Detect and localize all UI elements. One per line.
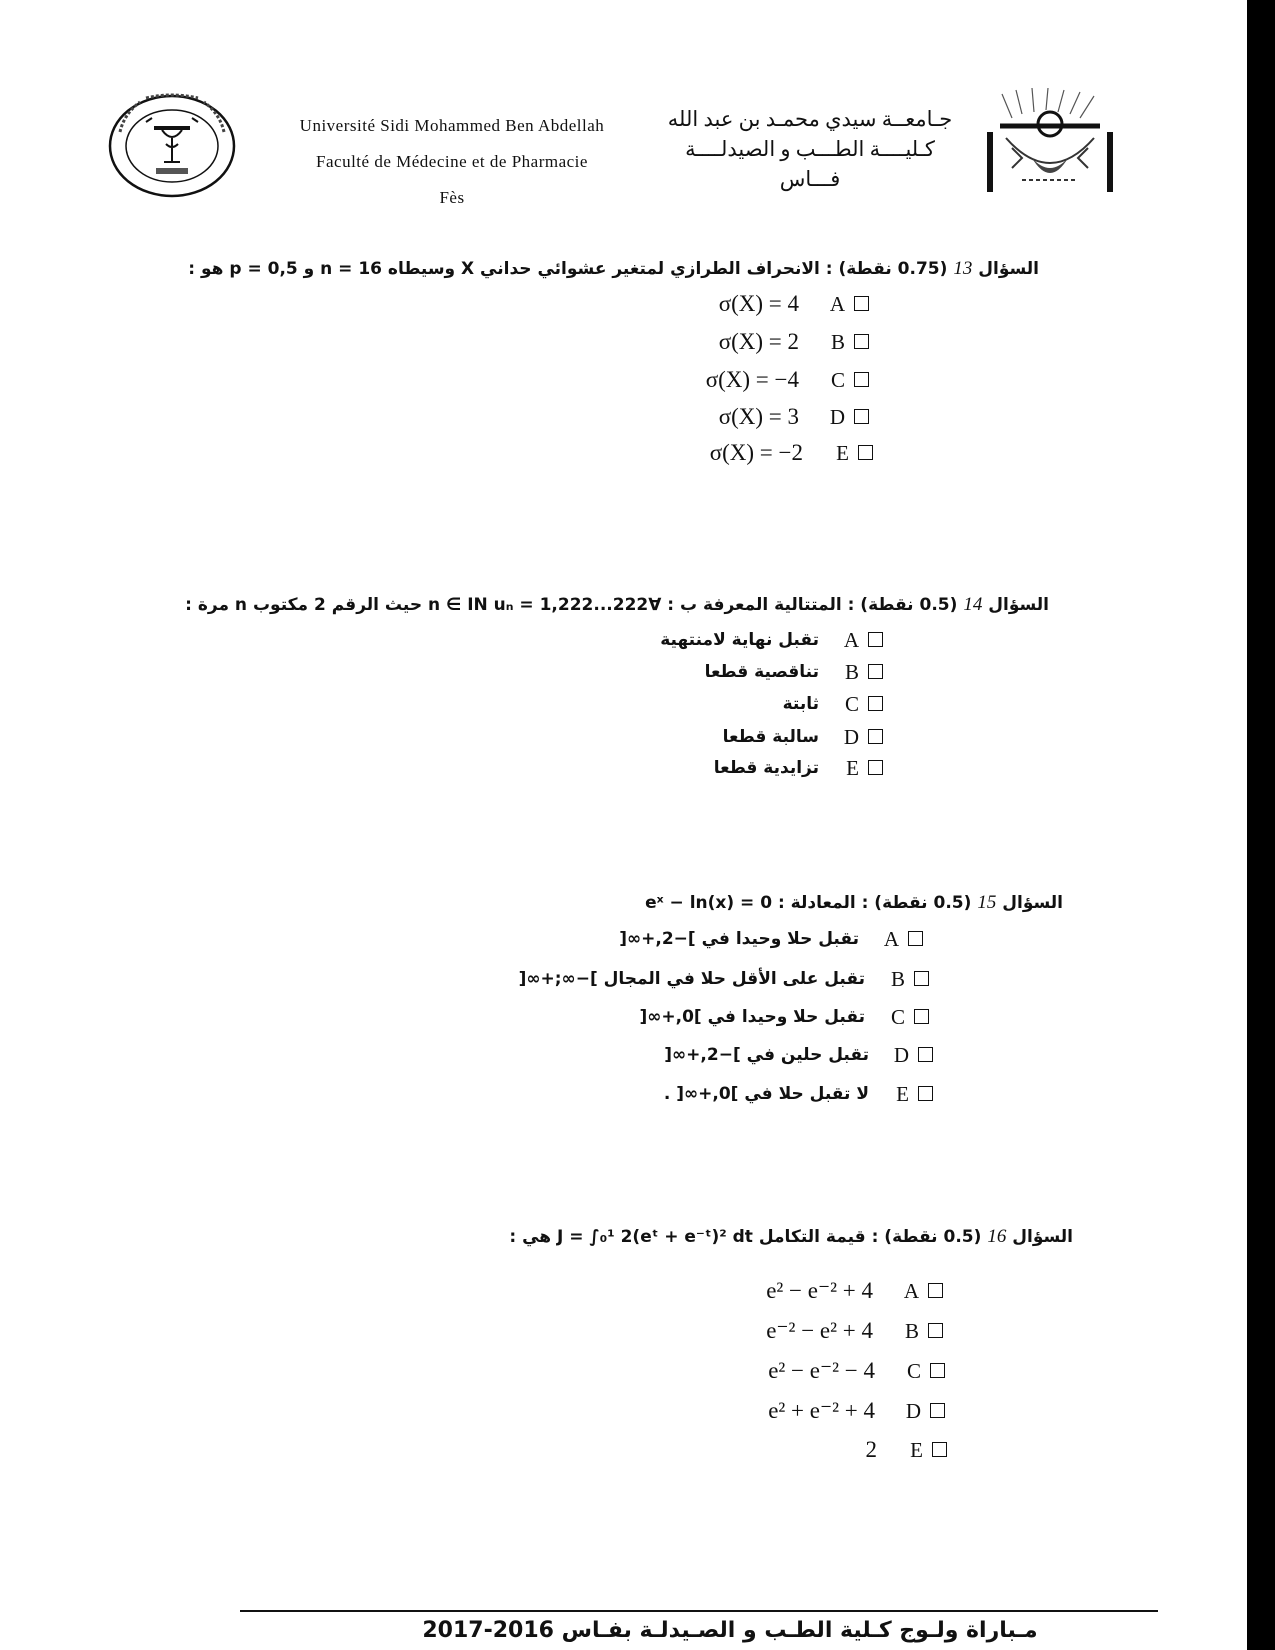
q15-option-d[interactable] <box>513 1040 933 1070</box>
q16-option-c-checkbox[interactable] <box>930 1363 945 1378</box>
q15-option-e-text: لا تقبل حلا في ]0,+∞[ . <box>663 1084 869 1104</box>
q14-option-e-checkbox[interactable] <box>868 760 883 775</box>
q15-option-c-letter: C <box>890 1005 905 1029</box>
q13-option-b[interactable] <box>609 327 869 357</box>
q15-option-c-text: تقبل حلا وحيدا في ]0,+∞[ <box>639 1007 865 1027</box>
q13-option-b-letter: B <box>830 330 845 354</box>
q13-option-d-text: σ(X) = 3 <box>718 404 799 429</box>
q13-option-e-checkbox[interactable] <box>858 445 873 460</box>
q14-option-c-letter: C <box>844 692 859 716</box>
q14-option-d-checkbox[interactable] <box>868 729 883 744</box>
city-name-ar: فـــاس <box>779 167 841 191</box>
q14-option-a[interactable] <box>583 625 883 655</box>
q14-option-a-checkbox[interactable] <box>868 632 883 647</box>
q13-option-a[interactable] <box>609 289 869 319</box>
faculty-seal-logo <box>106 92 238 200</box>
q13-option-e-text: σ(X) = −2 <box>709 440 803 465</box>
question-13-number: 13 <box>953 258 973 279</box>
q14-option-a-letter: A <box>843 628 859 652</box>
question-13-label: السؤال <box>978 259 1039 279</box>
q13-option-c[interactable] <box>609 365 869 395</box>
q13-option-b-text: σ(X) = 2 <box>718 329 799 354</box>
question-14-label: السؤال <box>988 595 1049 615</box>
q13-option-a-letter: A <box>829 292 845 316</box>
q13-option-c-checkbox[interactable] <box>854 372 869 387</box>
q15-option-a[interactable] <box>503 924 923 954</box>
q16-option-d-letter: D <box>905 1399 921 1423</box>
q15-option-c[interactable] <box>509 1002 929 1032</box>
q15-option-b[interactable] <box>489 964 929 994</box>
q15-option-e[interactable] <box>513 1079 933 1109</box>
q16-option-b-checkbox[interactable] <box>928 1323 943 1338</box>
scan-edge <box>1247 0 1275 1650</box>
q16-option-e-checkbox[interactable] <box>932 1442 947 1457</box>
q16-option-c[interactable] <box>645 1356 945 1386</box>
question-13-stem <box>188 258 1039 280</box>
question-14-text: المتتالية المعرفة ب : ∀n ∈ IN uₙ = 1,222...222 حيث الرقم 2 مكتوب n مرة : <box>185 595 842 615</box>
question-13-text: الانحراف الطرازي لمتغير عشوائي حداني X وسيطاه n = 16 و p = 0,5 هو : <box>188 259 820 279</box>
q16-option-a-letter: A <box>903 1279 919 1303</box>
q13-option-e[interactable] <box>613 438 873 468</box>
q15-option-d-letter: D <box>893 1043 909 1067</box>
q16-option-c-letter: C <box>906 1359 921 1383</box>
q15-option-b-letter: B <box>890 967 905 991</box>
q16-option-d-checkbox[interactable] <box>930 1403 945 1418</box>
q15-option-c-checkbox[interactable] <box>914 1009 929 1024</box>
q15-option-e-letter: E <box>896 1082 909 1106</box>
q13-option-e-letter: E <box>836 441 849 465</box>
q15-option-a-letter: A <box>883 927 899 951</box>
faculty-name-fr: Faculté de Médecine et de Pharmacie <box>316 152 588 171</box>
q15-option-a-checkbox[interactable] <box>908 931 923 946</box>
q16-option-e-text: 2 <box>865 1437 877 1462</box>
city-name-fr: Fès <box>439 188 465 207</box>
q16-option-b[interactable] <box>643 1316 943 1346</box>
question-16-stem <box>509 1226 1073 1248</box>
q14-option-e-text: تزايدية قطعا <box>713 758 819 778</box>
question-15-label: السؤال <box>1002 893 1063 913</box>
question-14-points: (0.5 نقطة) : <box>847 595 958 615</box>
q14-option-b-letter: B <box>844 660 859 684</box>
q13-option-a-text: σ(X) = 4 <box>718 291 799 316</box>
q15-option-d-text: تقبل حلين في ]−2,+∞[ <box>664 1045 869 1065</box>
q14-option-d[interactable] <box>583 722 883 752</box>
question-13-points: (0.75 نقطة) : <box>825 259 948 279</box>
q14-option-c[interactable] <box>583 689 883 719</box>
q14-option-b[interactable] <box>583 657 883 687</box>
q16-option-c-text: e² − e⁻² − 4 <box>768 1358 875 1383</box>
exam-footer-title: مـباراة ولـوج كـلية الطـب و الصـيدلـة بفـاس 2016-2017 <box>422 1618 1038 1643</box>
q14-option-b-checkbox[interactable] <box>868 664 883 679</box>
question-15-stem <box>645 892 1063 914</box>
faculty-name-ar: كـليــــة الطـــب و الصيدلــــة <box>685 137 935 161</box>
q16-option-e-letter: E <box>910 1438 923 1462</box>
footer-divider <box>240 1610 1158 1612</box>
q16-option-b-letter: B <box>904 1319 919 1343</box>
q14-option-c-checkbox[interactable] <box>868 696 883 711</box>
question-16-label: السؤال <box>1012 1227 1073 1247</box>
question-16-points: (0.5 نقطة) : <box>871 1227 982 1247</box>
q13-option-c-text: σ(X) = −4 <box>705 367 799 392</box>
question-15-text: المعادلة : eˣ − ln(x) = 0 <box>645 893 856 913</box>
q13-option-b-checkbox[interactable] <box>854 334 869 349</box>
q13-option-c-letter: C <box>830 368 845 392</box>
q13-option-d[interactable] <box>609 402 869 432</box>
q16-option-a[interactable] <box>643 1276 943 1306</box>
q15-option-b-checkbox[interactable] <box>914 971 929 986</box>
question-14-number: 14 <box>963 594 983 615</box>
q15-option-d-checkbox[interactable] <box>918 1047 933 1062</box>
q14-option-e[interactable] <box>583 753 883 783</box>
university-name-fr: Université Sidi Mohammed Ben Abdellah <box>299 116 605 135</box>
q13-option-a-checkbox[interactable] <box>854 296 869 311</box>
q16-option-d[interactable] <box>645 1396 945 1426</box>
q16-option-a-checkbox[interactable] <box>928 1283 943 1298</box>
q13-option-d-letter: D <box>829 405 845 429</box>
french-header <box>262 108 642 216</box>
q14-option-b-text: تناقصية قطعا <box>704 662 819 682</box>
q16-option-a-text: e² − e⁻² + 4 <box>766 1278 873 1303</box>
arabic-header <box>660 104 960 194</box>
q16-option-b-text: e⁻² − e² + 4 <box>766 1318 873 1343</box>
q14-option-d-text: سالبة قطعا <box>722 727 819 747</box>
question-15-points: (0.5 نقطة) : <box>861 893 972 913</box>
question-15-number: 15 <box>977 892 997 913</box>
q15-option-a-text: تقبل حلا وحيدا في ]−2,+∞[ <box>619 929 859 949</box>
q13-option-d-checkbox[interactable] <box>854 409 869 424</box>
q16-option-e[interactable] <box>647 1435 947 1465</box>
q15-option-e-checkbox[interactable] <box>918 1086 933 1101</box>
question-14-stem <box>185 594 1049 616</box>
q14-option-e-letter: E <box>846 756 859 780</box>
q14-option-a-text: تقبل نهاية لامنتهية <box>660 630 819 650</box>
university-crest-logo <box>982 88 1118 198</box>
question-16-text: قيمة التكامل J = ∫₀¹ 2(eᵗ + e⁻ᵗ)² dt هي : <box>509 1227 866 1247</box>
q14-option-d-letter: D <box>843 725 859 749</box>
q14-option-c-text: ثابتة <box>782 694 819 714</box>
q16-option-d-text: e² + e⁻² + 4 <box>768 1398 875 1423</box>
q15-option-b-text: تقبل على الأقل حلا في المجال ]−∞;+∞[ <box>518 969 865 989</box>
university-name-ar: جـامعــة سيدي محمـد بن عبد الله <box>667 107 953 131</box>
question-16-number: 16 <box>987 1226 1007 1247</box>
